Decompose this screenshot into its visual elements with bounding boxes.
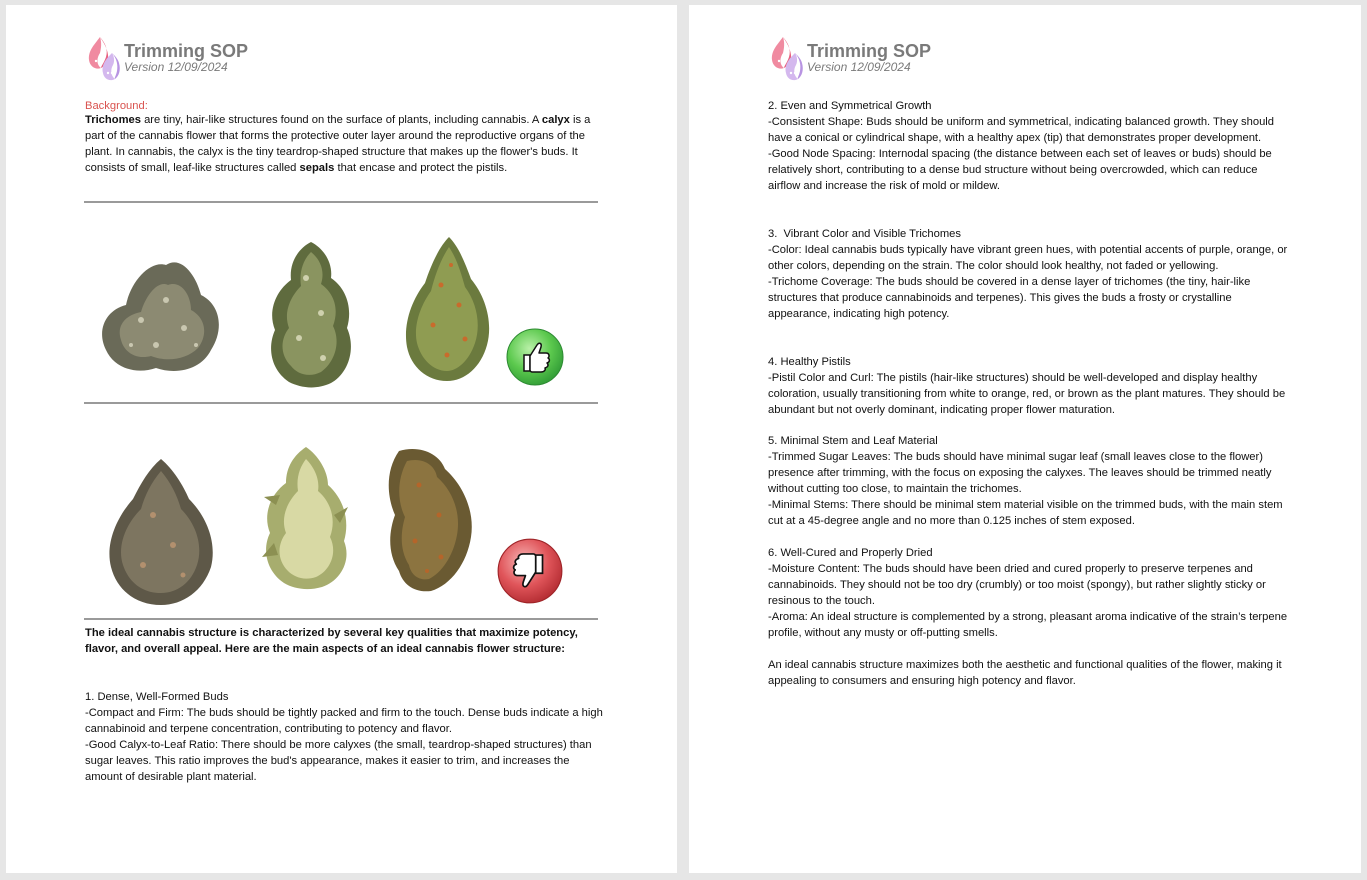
document-title: Trimming SOP xyxy=(124,41,249,61)
divider xyxy=(84,402,598,404)
document-version: Version 12/09/2024 xyxy=(807,60,911,74)
section-5-stem-leaf: 5. Minimal Stem and Leaf Material -Trimmed Sugar Leaves: The buds should have minimal sugar leaf (small leaves close to the flower) presence after trimming, with the focus on exposing the calyxes. The leaves should be trimmed neatly without cutting too close, to maintain the trichomes. -Minimal Stems: There should be minimal stem material visible on the trimmed buds, with the main stem cut at a 45-degree angle and no more than 0.125 inches of stem exposed. xyxy=(768,435,1283,527)
section-2-symmetrical-growth: 2. Even and Symmetrical Growth -Consistent Shape: Buds should be uniform and symmetrical, indicating balanced growth. They should have a conical or cylindrical shape, with a healthy apex (tip) that demonstrates proper development. -Good Node Spacing: Internodal spacing (the distance between each set of leaves or buds) should be relatively short, contributing to a dense bud structure without being overcrowded, which can reduce airflow and increase the risk of mold or mildew. xyxy=(768,100,1274,192)
document-version: Version 12/09/2024 xyxy=(124,60,228,74)
conclusion-paragraph: An ideal cannabis structure maximizes both the aesthetic and functional qualities of the flower, making it appealing to consumers and ensuring high potency and flavor. xyxy=(768,659,1285,687)
document-page-left xyxy=(6,5,677,873)
bad-bud-image-2 xyxy=(256,445,354,591)
ideal-structure-intro: The ideal cannabis structure is characterized by several key qualities that maximize potency, flavor, and overall appeal. Here are the main aspects of an ideal cannabis flower structure: xyxy=(85,627,581,655)
section-1-dense-buds: 1. Dense, Well-Formed Buds -Compact and Firm: The buds should be tightly packed and firm to the touch. Dense buds indicate a high cannabinoid and terpene concentration, contributing to potency and flavor. -Good Calyx-to-Leaf Ratio: There should be more calyxes (the small, teardrop-shaped structures) than sugar leaves. This ratio improves the bud's appearance, makes it easier to trim, and increases the amount of desirable plant material. xyxy=(85,691,603,783)
document-page-right xyxy=(689,5,1361,873)
sepals-term: sepals xyxy=(299,162,335,174)
section-6-cured-dried: 6. Well-Cured and Properly Dried -Moisture Content: The buds should have been dried and cured properly to preserve terpenes and cannabinoids. They should not be too dry (crumbly) or too moist (spongy), but rather slightly sticky or resinous to the touch. -Aroma: An ideal structure is complemented by a strong, pleasant aroma indicative of the strain’s terpene profile, without any musty or off-putting smells. xyxy=(768,547,1288,639)
bad-bud-image-3 xyxy=(379,445,479,595)
section-4-healthy-pistils: 4. Healthy Pistils -Pistil Color and Curl: The pistils (hair-like structures) should be well-developed and display healthy coloration, usually transitioning from white to orange, red, or brown as the plant matures. They should be abundant but not overly dominant, indicating proper flower maturation. xyxy=(768,356,1286,416)
background-label: Background: xyxy=(85,100,148,112)
divider xyxy=(84,201,598,203)
bad-bud-image-1 xyxy=(103,455,221,607)
good-bud-image-2 xyxy=(261,238,361,390)
good-bud-image-3 xyxy=(401,235,496,383)
section-3-color-trichomes: 3. Vibrant Color and Visible Trichomes -Color: Ideal cannabis buds typically have vibrant green hues, with potential accents of purple, orange, or other colors, depending on the strain. The color should look healthy, not faded or yellowing. -Trichome Coverage: The buds should be covered in a dense layer of trichomes (the tiny, hair-like structures that produce cannabinoids and terpenes). This gives the buds a frosty or crystalline appearance, indicating high potency. xyxy=(768,228,1288,320)
background-paragraph: Trichomes are tiny, hair-like structures found on the surface of plants, including cannabis. A calyx is a part of the cannabis flower that forms the protective outer layer around the reproductive organs of the plant. In cannabis, the calyx is the tiny teardrop-shaped structure that makes up the flower's buds. It consists of small, leaf-like structures called sepals that encase and protect the pistils. xyxy=(85,114,594,174)
divider xyxy=(84,618,598,620)
calyx-term: calyx xyxy=(541,114,570,126)
document-title: Trimming SOP xyxy=(807,41,932,61)
flame-logo-icon xyxy=(84,35,122,83)
trichomes-term: Trichomes xyxy=(85,114,141,126)
thumbs-down-icon xyxy=(497,538,563,604)
thumbs-up-icon xyxy=(506,328,564,386)
good-bud-image-1 xyxy=(96,250,226,378)
flame-logo-icon xyxy=(767,35,805,83)
